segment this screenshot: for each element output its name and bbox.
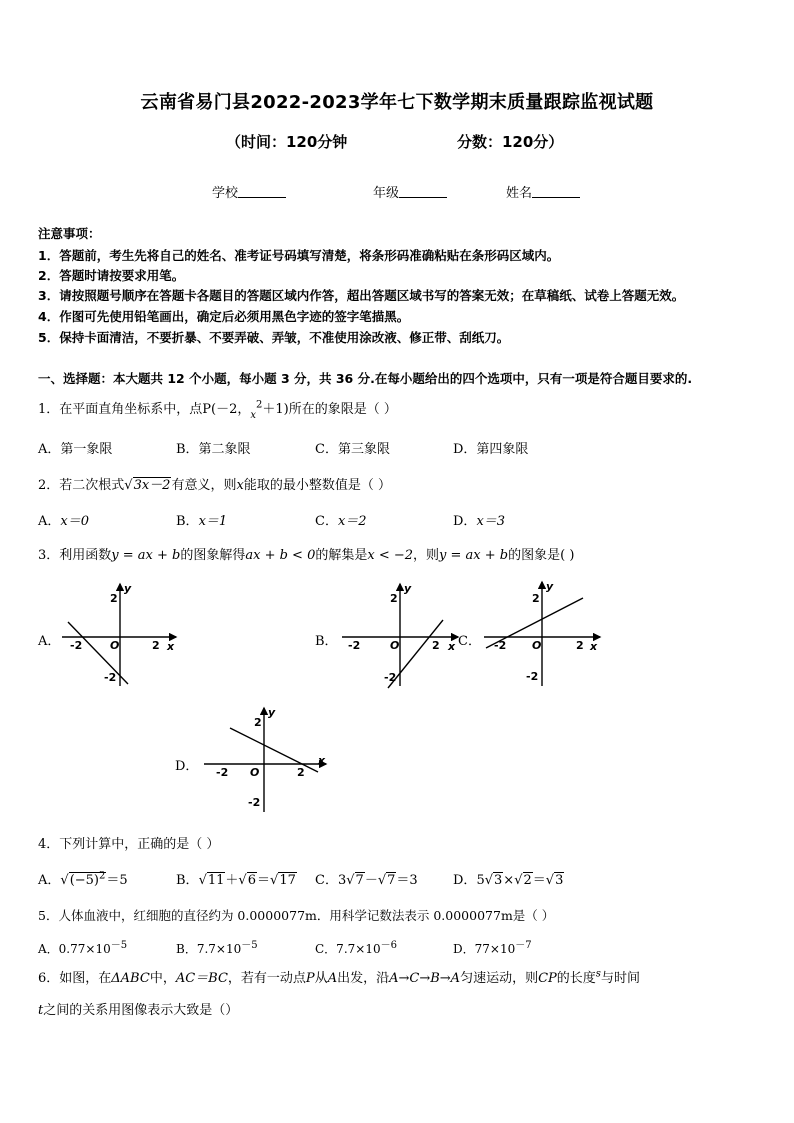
tick-label: 2 <box>297 766 305 779</box>
tick-label: 2 <box>576 639 584 652</box>
q1-plus: ＋1) <box>262 402 289 417</box>
exponent: －7 <box>515 940 532 951</box>
sqrt-sign-icon: √ <box>545 873 555 888</box>
exponent: －6 <box>380 940 397 951</box>
option-label: C． <box>315 873 338 888</box>
option-label: A． <box>38 873 61 888</box>
x-label: x <box>167 640 175 653</box>
tick-label: 2 <box>532 592 540 605</box>
q2-radicand: 3x－2 <box>133 478 171 493</box>
tick-label: -2 <box>494 639 507 652</box>
q4-option-c[interactable] <box>315 869 418 888</box>
exam-time: （时间：120分钟 <box>226 133 348 151</box>
tick-label: -2 <box>216 766 229 779</box>
exponent: －5 <box>241 940 258 951</box>
note-item: 2．答题时请按要求用笔。 <box>38 268 185 283</box>
tick-label: -2 <box>348 639 361 652</box>
q4-option-b[interactable] <box>176 869 297 888</box>
section-heading: 一、选择题：本大题共 12 个小题，每小题 3 分，共 36 分.在每小题给出的四个选项中，只有一项是符合题目要求的. <box>38 371 693 386</box>
option-label: B． <box>176 873 199 888</box>
q4-option-a[interactable] <box>38 869 128 888</box>
school-field[interactable] <box>212 182 286 201</box>
note-item: 4．作图可先使用铅笔画出，确定后必须用黑色字迹的签字笔描黑。 <box>38 309 410 324</box>
name-blank[interactable] <box>532 185 580 198</box>
note-item: 1．答题前，考生先将自己的姓名、准考证号码填写清楚，将条形码准确粘贴在条形码区域内。 <box>38 248 560 263</box>
school-blank[interactable] <box>238 185 286 198</box>
radicand: 3 <box>494 873 503 888</box>
page-title: 云南省易门县2022-2023学年七下数学期末质量跟踪监视试题 <box>140 92 654 113</box>
q1-option-c[interactable]: C．第三象限 <box>315 442 390 457</box>
q3-option-a-label[interactable]: A． <box>38 634 61 649</box>
q5-option-d[interactable] <box>453 936 532 957</box>
q1-option-d[interactable]: D．第四象限 <box>453 442 529 457</box>
coefficient: 5 <box>476 873 485 888</box>
option-label: C． <box>315 514 338 529</box>
q4-a-radicand <box>69 872 107 888</box>
q6-math: t <box>38 1003 44 1018</box>
q2-option-d[interactable] <box>453 510 505 529</box>
q6-text: 与时间 <box>600 971 640 986</box>
question-5: 5．人体血液中，红细胞的直径约为 0.0000077m．用科学记数法表示 0.0000077m是（ ） <box>38 908 555 923</box>
sqrt-sign-icon: √ <box>238 873 247 888</box>
x-label: x <box>590 640 598 653</box>
note-item: 3．请按照题号顺序在答题卡各题目的答题区域内作答，超出答题区域书写的答案无效；在草稿纸、试卷上答题无效。 <box>38 288 685 303</box>
q6-text: 的长度 <box>556 971 596 986</box>
tick-label: 2 <box>432 639 440 652</box>
sqrt-sign-icon: √ <box>346 873 355 888</box>
grade-field[interactable] <box>373 182 447 201</box>
q2-option-c[interactable] <box>315 510 367 529</box>
q6-text: 之间的关系用图像表示大致是（） <box>43 1003 239 1018</box>
option-label: D．77×10 <box>453 942 516 956</box>
origin-label: O <box>110 639 120 652</box>
grade-blank[interactable] <box>399 185 447 198</box>
q4-a-base: (−5) <box>69 873 99 888</box>
question-6 <box>38 967 640 986</box>
sqrt-sign-icon: √ <box>198 873 207 888</box>
q3-option-c-label[interactable]: C． <box>458 634 481 649</box>
question-6-cont <box>38 999 238 1018</box>
origin-label: O <box>532 639 542 652</box>
operator: － <box>364 873 378 888</box>
q3-text: 的图象是( ) <box>508 548 575 563</box>
q3-option-b-label[interactable]: B． <box>315 634 338 649</box>
name-label: 姓名 <box>506 186 533 201</box>
q6-text: 中， <box>149 971 176 986</box>
function-line <box>230 728 318 772</box>
q4-a-exp: 2 <box>99 870 106 882</box>
q6-math: P <box>305 971 315 986</box>
origin-label: O <box>250 766 260 779</box>
option-label: A．0.77×10 <box>38 942 111 956</box>
notes-heading: 注意事项： <box>38 226 101 241</box>
option-label: A． <box>38 514 61 529</box>
q1-stem: 1．在平面直角坐标系中，点P(－2， <box>38 402 251 417</box>
sqrt-sign-icon: √ <box>270 873 279 888</box>
q2-option-a[interactable] <box>38 510 89 529</box>
radicand: 7 <box>387 873 396 888</box>
q3-math: y = ax + b <box>111 548 181 563</box>
exam-score: 分数：120分） <box>457 133 564 151</box>
q6-text: 匀速运动，则 <box>460 971 539 986</box>
q3-graph-a[interactable] <box>60 580 180 690</box>
note-item: 5．保持卡面清洁，不要折暴、不要弄破、弄皱，不准使用涂改液、修正带、刮纸刀。 <box>38 330 510 345</box>
q1-stem-end: 所在的象限是（ ） <box>288 402 397 417</box>
option-value: x＝1 <box>198 514 228 529</box>
tick-label: -2 <box>70 639 83 652</box>
coefficient: 3 <box>337 873 347 888</box>
q5-option-c[interactable] <box>315 936 397 957</box>
q6-math: A <box>327 971 338 986</box>
q6-math: ΔABC <box>111 971 150 986</box>
tick-label: -2 <box>526 670 539 683</box>
tick-label: 2 <box>152 639 160 652</box>
tick-label: 2 <box>110 592 118 605</box>
option-value: x＝3 <box>476 514 506 529</box>
q5-option-a[interactable] <box>38 936 127 957</box>
q3-text: 的解集是 <box>315 548 368 563</box>
q4-a-result: ＝5 <box>106 873 128 888</box>
sqrt-sign-icon: √ <box>514 873 523 888</box>
origin-label: O <box>390 639 400 652</box>
option-label: B． <box>176 514 199 529</box>
y-label: y <box>124 582 132 595</box>
q2-stem-end: 能取的最小整数值是（ ） <box>243 478 391 493</box>
q1-exp: 2 <box>256 399 263 411</box>
x-label: x <box>448 640 456 653</box>
y-label: y <box>404 582 412 595</box>
tick-label: 2 <box>254 716 262 729</box>
school-label: 学校 <box>212 186 239 201</box>
q6-math: s <box>595 968 601 980</box>
exponent: －5 <box>110 940 128 951</box>
radicand: 6 <box>247 873 256 888</box>
operator: × <box>503 873 515 888</box>
radicand: 3 <box>555 873 564 888</box>
q3-graph-b[interactable] <box>338 580 463 690</box>
q3-option-d-label[interactable]: D． <box>175 759 199 774</box>
tick-label: 2 <box>390 592 398 605</box>
result: ＝3 <box>396 873 418 888</box>
option-label: B．7.7×10 <box>176 942 242 956</box>
q4-option-d[interactable] <box>453 869 564 888</box>
function-line <box>388 620 443 688</box>
option-value: x＝0 <box>60 514 89 529</box>
sqrt-sign-icon: √ <box>60 873 69 888</box>
q6-text: 从 <box>314 971 328 986</box>
operator: ＝ <box>532 873 546 888</box>
q6-math: AC＝BC <box>175 971 228 986</box>
sqrt-sign-icon: √ <box>124 478 133 493</box>
operator: ＝ <box>257 873 271 888</box>
q6-text: 出发，沿 <box>337 971 390 986</box>
q3-text: 的图象解得 <box>180 548 246 563</box>
operator: ＋ <box>225 873 239 888</box>
tick-label: -2 <box>384 671 397 684</box>
y-label: y <box>546 580 554 593</box>
question-4: 4．下列计算中，正确的是（ ） <box>38 837 220 852</box>
option-label: C．7.7×10 <box>315 942 381 956</box>
q6-text: 6．如图，在 <box>38 971 112 986</box>
sqrt-sign-icon: √ <box>377 873 387 888</box>
option-label: D． <box>453 873 477 888</box>
q2-option-b[interactable] <box>176 510 227 529</box>
q1-option-b[interactable]: B．第二象限 <box>176 442 251 457</box>
q6-math: CP <box>538 971 557 986</box>
question-2 <box>38 474 391 493</box>
option-value: x＝2 <box>337 514 367 529</box>
q2-stem: 2．若二次根式 <box>38 478 125 493</box>
tick-label: -2 <box>104 671 117 684</box>
sqrt-sign-icon: √ <box>484 873 494 888</box>
option-label: D． <box>453 514 477 529</box>
q2-var: x <box>236 478 244 493</box>
q3-math: ax + b < 0 <box>245 548 316 563</box>
q3-math: y = ax + b <box>439 548 509 563</box>
radicand: 7 <box>355 873 364 888</box>
q3-text: ，则 <box>413 548 440 563</box>
q5-option-b[interactable] <box>176 936 258 957</box>
name-field[interactable] <box>506 182 580 201</box>
radicand: 2 <box>523 873 532 888</box>
q2-stem-mid: 有意义，则 <box>171 478 237 493</box>
q1-var: x <box>250 410 257 421</box>
radicand: 17 <box>279 873 296 888</box>
q3-graph-d[interactable] <box>200 704 330 816</box>
q6-text: ，若有一动点 <box>227 971 306 986</box>
q3-math: x < −2 <box>367 548 414 563</box>
q1-option-a[interactable]: A．第一象限 <box>38 442 113 457</box>
question-1 <box>38 398 397 421</box>
tick-label: -2 <box>248 796 261 809</box>
q3-graph-c[interactable] <box>480 578 605 690</box>
radicand: 11 <box>207 873 225 888</box>
function-line <box>68 622 128 684</box>
x-label: x <box>318 754 326 767</box>
q6-math: A→C→B→A <box>389 971 461 986</box>
q3-text: 3．利用函数 <box>38 548 112 563</box>
y-label: y <box>268 706 276 719</box>
grade-label: 年级 <box>373 186 400 201</box>
question-3 <box>38 544 574 563</box>
